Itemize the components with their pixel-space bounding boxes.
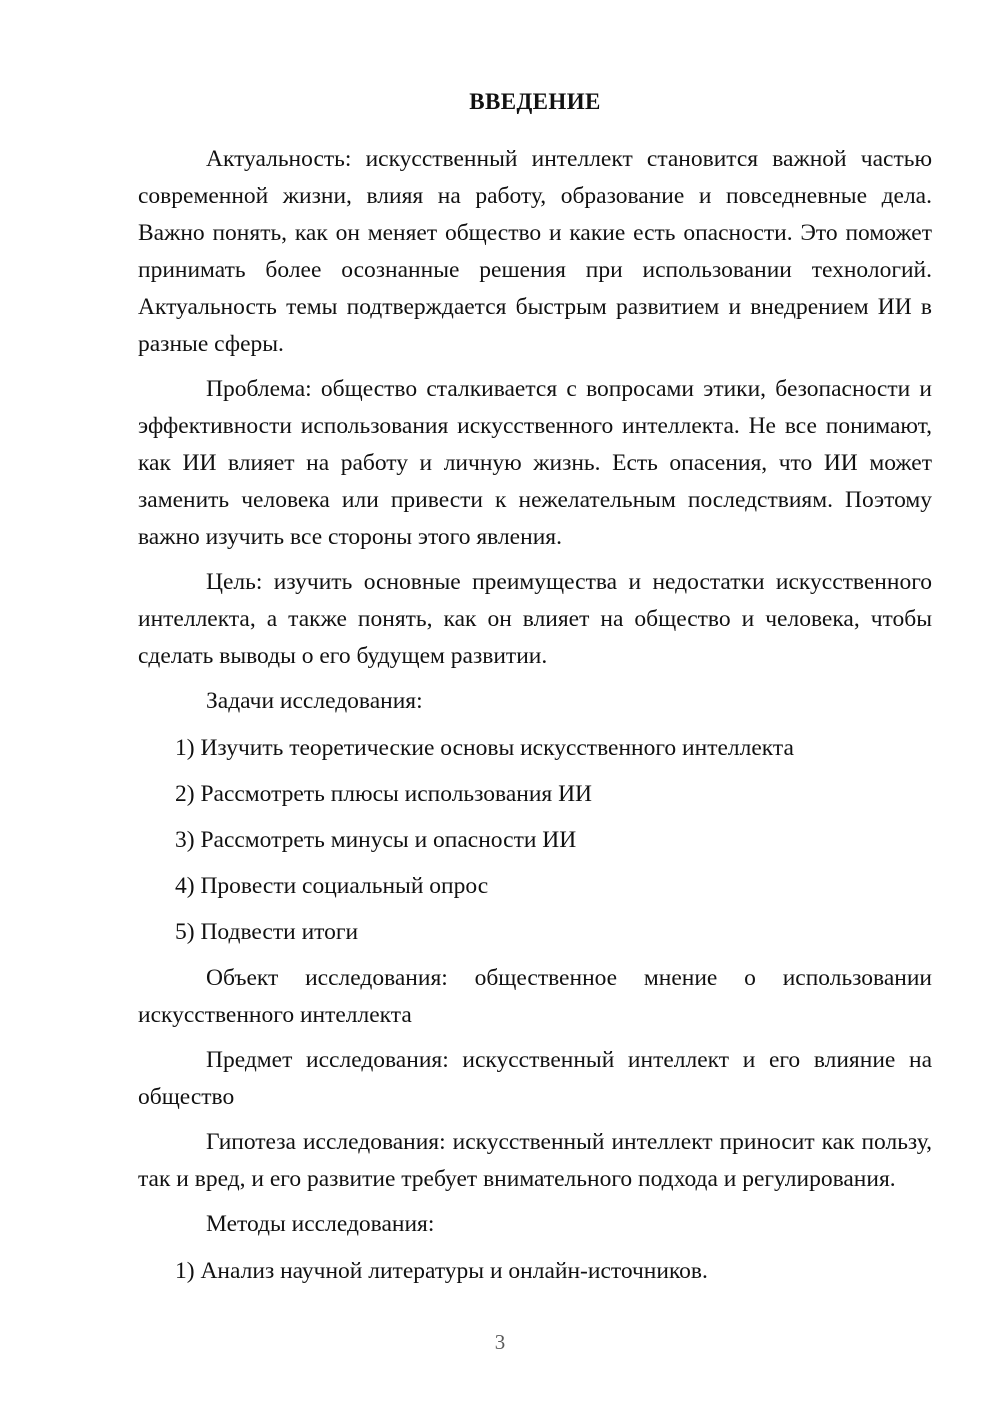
list-item: 5) Подвести итоги <box>175 918 359 945</box>
list-item: 4) Провести социальный опрос <box>175 872 489 899</box>
list-item: 1) Изучить теоретические основы искусственного интеллекта <box>175 734 794 761</box>
paragraph-object: Объект исследования: общественное мнение о использовании искусственного интеллекта <box>138 964 932 1028</box>
tasks-heading: Задачи исследования: <box>206 687 423 714</box>
list-item: 3) Рассмотреть минусы и опасности ИИ <box>175 826 577 853</box>
paragraph-goal: Цель: изучить основные преимущества и недостатки искусственного интеллекта, а также понять, как он влияет на общество и человека, чтобы сделать выводы о его будущем развитии. <box>138 568 932 669</box>
paragraph-relevance: Актуальность: искусственный интеллект становится важной частью современной жизни, влияя на работу, образование и повседневные дела. Важно понять, как он меняет общество и какие есть опасности. Это поможет принимать более осознанные решения при использовании технологий. Актуальность темы подтверждается быстрым развитием и внедрением ИИ в разные сферы. <box>138 145 932 357</box>
list-item: 1) Анализ научной литературы и онлайн-источников. <box>175 1257 708 1284</box>
methods-list <box>138 1253 932 1290</box>
paragraph-problem: Проблема: общество сталкивается с вопросами этики, безопасности и эффективности использования искусственного интеллекта. Не все понимают, как ИИ влияет на работу и личную жизнь. Есть опасения, что ИИ может заменить человека или привести к нежелательным последствиям. Поэтому важно изучить все стороны этого явления. <box>138 375 932 550</box>
page-title: ВВЕДЕНИЕ <box>469 89 601 114</box>
tasks-list <box>138 730 932 951</box>
paragraph-subject: Предмет исследования: искусственный интеллект и его влияние на общество <box>138 1046 932 1110</box>
document-body <box>138 88 932 1299</box>
paragraph-hypothesis: Гипотеза исследования: искусственный интеллект приносит как пользу, так и вред, и его развитие требует внимательного подхода и регулирования. <box>138 1128 932 1192</box>
methods-heading: Методы исследования: <box>206 1210 435 1237</box>
list-item: 2) Рассмотреть плюсы использования ИИ <box>175 780 593 807</box>
page-number: 3 <box>494 1330 506 1354</box>
